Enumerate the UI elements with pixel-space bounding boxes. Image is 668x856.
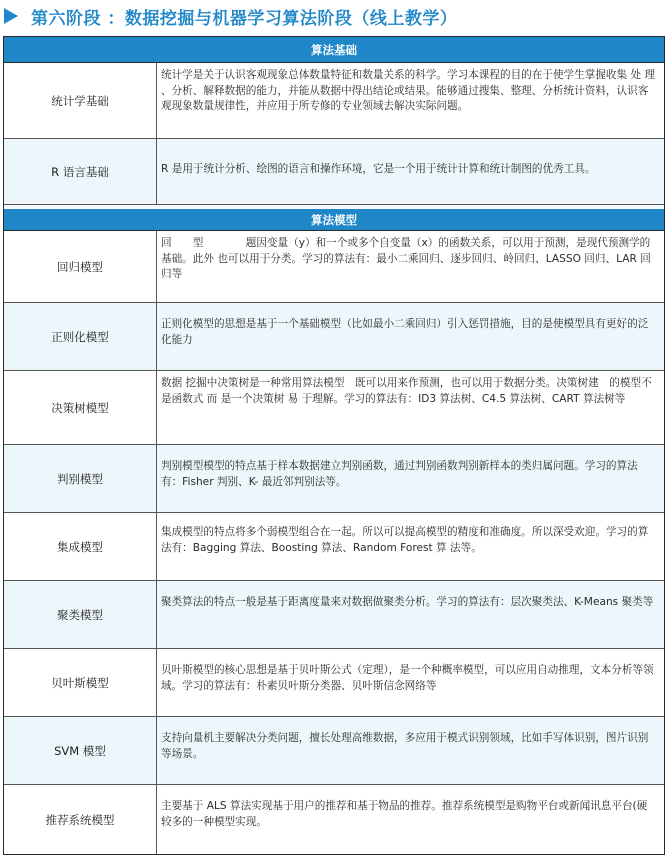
table-row [4, 513, 664, 581]
section-header-label: 算法模型 [311, 212, 357, 227]
table-row [4, 649, 664, 717]
table-row [4, 445, 664, 513]
course-description: 正则化模型的思想是基于一个基础模型（比如最小二乘回归）引入惩罚措施，目的是使模型具有更好的泛化能力 [161, 318, 649, 346]
table-row [4, 139, 664, 205]
page-title-bar [0, 0, 668, 33]
table-row [4, 371, 664, 445]
course-description: 集成模型的特点将多个弱模型组合在一起。所以可以提高模型的精度和准确度。所以深受欢迎。学习的算法有：Bagging 算法、Boosting 算法、Random Forest 算 法等。 [161, 526, 649, 554]
section-header-basics [4, 37, 664, 63]
course-name: 统计学基础 [4, 63, 157, 138]
course-description: 主要基于 ALS 算法实现基于用户的推荐和基于物品的推荐。推荐系统模型是购物平台或新闻讯息平台(硬 较多的一种模型实现。 [161, 800, 648, 828]
course-description: 判别模型模型的特点基于样本数据建立判别函数，通过判别函数判别新样本的类归属问题。学习的算法有：Fisher 判别、K- 最近邻判别法等。 [161, 460, 638, 488]
course-name: 推荐系统模型 [4, 785, 157, 854]
table-row [4, 717, 664, 785]
table-row [4, 581, 664, 649]
table-row [4, 63, 664, 139]
section-header-label: 算法基础 [311, 42, 357, 57]
course-name: 集成模型 [4, 513, 157, 580]
course-name: 贝叶斯模型 [4, 649, 157, 716]
course-name: 聚类模型 [4, 581, 157, 648]
course-description [157, 139, 664, 204]
course-name: 判别模型 [4, 445, 157, 512]
play-arrow-icon [4, 8, 18, 24]
course-description-text: R 是用于统计分析、绘图的语言和操作环境，它是一个用于统计计算和统计制图的优秀工具。 [161, 162, 596, 175]
course-description: 贝叶斯模型的核心思想是基于贝叶斯公式（定理），是一个种概率模型，可以应用自动推理，文本分析等领域。学习的算法有：朴素贝叶斯分类器、贝叶斯信念网络等 [161, 664, 654, 692]
course-name: 决策树模型 [4, 371, 157, 444]
course-name: 回归模型 [4, 231, 157, 302]
course-description: 统计学是关于认识客观现象总体数量特征和数量关系的科学。学习本课程的目的在于使学生掌握收集 处 理 、分析、解释数据的能力，并能从数据中得出结论或结果。能够通过搜集、整理、分析统计资料，认识客观现象数量规律性，并应用于所专修的专业领域去解决实际问题。 [161, 69, 656, 112]
table-row [4, 303, 664, 371]
page-title: 第六阶段 ：数据挖掘与机器学习算法阶段（线上教学） [31, 9, 458, 29]
curriculum-table [3, 36, 665, 855]
table-row [4, 231, 664, 303]
table-row [4, 785, 664, 854]
course-description: 回 型 题因变量（y）和一个或多个自变量（x）的函数关系，可以用于预测，是现代预测学的基础。此外 也可以用于分类。学习的算法有：最小二乘回归、逐步回归、岭回归、LASSO 回归、LAR 回归等 [161, 237, 651, 280]
course-name: SVM 模型 [4, 717, 157, 784]
section-header-models [4, 209, 664, 231]
course-name: 正则化模型 [4, 303, 157, 370]
course-description: 数据 挖掘中决策树是一种常用算法模型 既可以用来作预测，也可以用于数据分类。决策树建 的模型不是函数式 而 是一个决策树 易 于理解。学习的算法有：ID3 算法树、C4.5 算法树、CART 算法树等 [161, 377, 652, 405]
course-description: 支持向量机主要解决分类问题，擅长处理高维数据，多应用于模式识别领域，比如手写体识别，图片识别等场景。 [161, 732, 649, 760]
course-description: 聚类算法的特点一般是基于距离度量来对数据做聚类分析。学习的算法有：层次聚类法、K-Means 聚类等 [161, 596, 654, 608]
course-name: R 语言基础 [4, 139, 157, 204]
